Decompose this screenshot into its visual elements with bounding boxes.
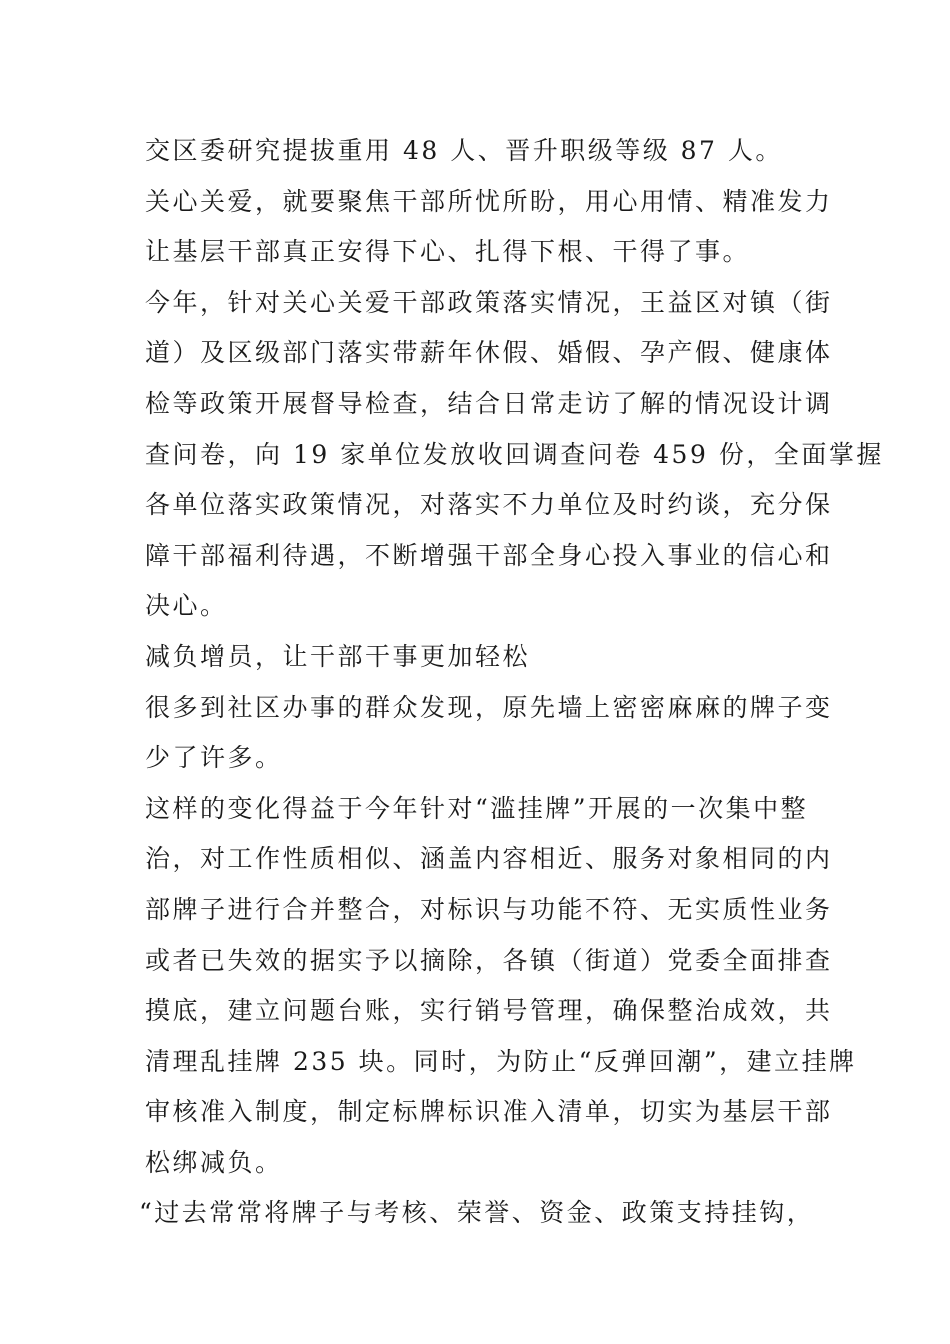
text-line: 今年，针对关心关爱干部政策落实情况，王益区对镇（街	[145, 287, 833, 317]
section-heading: 减负增员，让干部干事更加轻松	[145, 641, 531, 671]
text-line: 关心关爱，就要聚焦干部所忧所盼，用心用情、精准发力	[145, 186, 833, 216]
text-line: 治，对工作性质相似、涵盖内容相近、服务对象相同的内	[145, 844, 833, 874]
text-line: 这样的变化得益于今年针对“滥挂牌”开展的一次集中整	[145, 793, 809, 823]
text-line: 审核准入制度，制定标牌标识准入清单，切实为基层干部	[145, 1097, 833, 1127]
text-line: “过去常常将牌子与考核、荣誉、资金、政策支持挂钩，	[139, 1198, 815, 1228]
text-line: 决心。	[145, 591, 228, 621]
article-body	[139, 126, 884, 1239]
text-line: 交区委研究提拔重用 48 人、晋升职级等级 87 人。	[145, 136, 783, 165]
text-line: 检等政策开展督导检查，结合日常走访了解的情况设计调	[145, 388, 833, 418]
text-line: 松绑减负。	[145, 1147, 283, 1177]
text-line: 让基层干部真正安得下心、扎得下根、干得了事。	[145, 237, 751, 267]
text-line: 摸底，建立问题台账，实行销号管理，确保整治成效，共	[145, 996, 833, 1026]
text-line: 各单位落实政策情况，对落实不力单位及时约谈，充分保	[145, 490, 833, 520]
text-line: 少了许多。	[145, 743, 283, 773]
text-line: 或者已失效的据实予以摘除，各镇（街道）党委全面排查	[145, 945, 833, 975]
text-line: 部牌子进行合并整合，对标识与功能不符、无实质性业务	[145, 894, 833, 924]
text-line: 障干部福利待遇，不断增强干部全身心投入事业的信心和	[145, 540, 833, 570]
text-line: 查问卷，向 19 家单位发放收回调查问卷 459 份，全面掌握	[145, 439, 884, 469]
text-line: 清理乱挂牌 235 块。同时，为防止“反弹回潮”，建立挂牌	[145, 1046, 857, 1076]
text-line: 很多到社区办事的群众发现，原先墙上密密麻麻的牌子变	[145, 692, 833, 722]
text-line: 道）及区级部门落实带薪年休假、婚假、孕产假、健康体	[145, 338, 833, 368]
